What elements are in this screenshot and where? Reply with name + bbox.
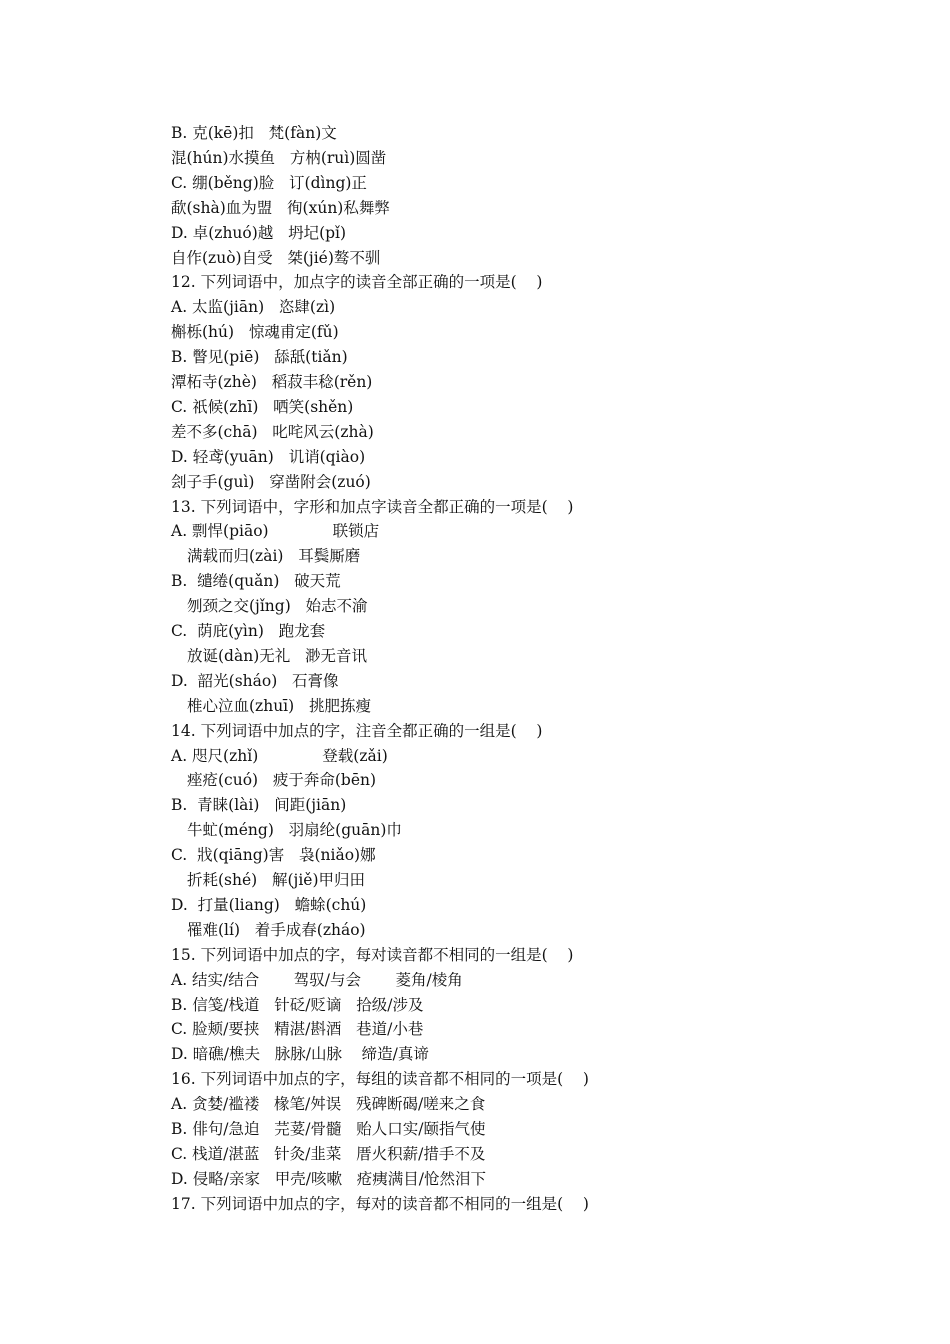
text-line: C. 绷(běng)脸 订(dìng)正 bbox=[171, 173, 367, 192]
text-line: D. 卓(zhuó)越 坍圮(pǐ) bbox=[171, 223, 347, 242]
text-line: 12. 下列词语中，加点字的读音全部正确的一项是( ) bbox=[171, 273, 543, 292]
text-line: A. 剽悍(piāo) 联锁店 bbox=[171, 522, 380, 541]
text-line: 歃(shà)血为盟 徇(xún)私舞弊 bbox=[171, 198, 390, 217]
text-line: D. 侵略/亲家 甲壳/咳嗽 疮痍满目/怆然泪下 bbox=[171, 1169, 486, 1188]
text-line: A. 太监(jiān) 恣肆(zì) bbox=[171, 298, 336, 317]
text-line: 椎心泣血(zhuī) 挑肥拣瘦 bbox=[187, 696, 371, 715]
text-line: 17. 下列词语中加点的字，每对的读音都不相同的一组是( ) bbox=[171, 1194, 589, 1213]
text-line: B. 信笺/栈道 针砭/贬谪 拾级/涉及 bbox=[171, 995, 424, 1014]
text-line: A. 结实/结合 驾驭/与会 菱角/棱角 bbox=[171, 970, 463, 989]
text-line: 刽子手(guì) 穿凿附会(zuó) bbox=[171, 472, 371, 491]
text-line: 槲栎(hú) 惊魂甫定(fǔ) bbox=[171, 323, 339, 342]
text-line: 牛虻(méng) 羽扇纶(guān)巾 bbox=[187, 821, 402, 840]
text-line: 痤疮(cuó) 疲于奔命(bēn) bbox=[187, 771, 377, 790]
text-line: 潭柘寺(zhè) 稻菽丰稔(rěn) bbox=[171, 373, 373, 391]
text-line: 罹难(lí) 着手成春(zháo) bbox=[187, 920, 366, 939]
text-line: D. 打量(liang) 蟾蜍(chú) bbox=[171, 895, 367, 914]
text-line: 差不多(chā) 叱咤风云(zhà) bbox=[171, 422, 374, 441]
text-line: B. 瞥见(piē) 舔舐(tiǎn) bbox=[171, 348, 348, 367]
text-line: 满载而归(zài) 耳鬓厮磨 bbox=[187, 547, 361, 566]
text-line: 14. 下列词语中加点的字，注音全都正确的一组是( ) bbox=[171, 721, 543, 740]
text-line: B. 俳句/急迫 芫荽/骨髓 贻人口实/颐指气使 bbox=[171, 1120, 486, 1138]
text-line: C. 脸颊/要挟 精湛/斟酒 巷道/小巷 bbox=[171, 1020, 424, 1039]
text-line: 自作(zuò)自受 桀(jié)骜不驯 bbox=[171, 248, 381, 267]
text-line: 折耗(shé) 解(jiě)甲归田 bbox=[187, 871, 366, 889]
text-line: D. 轻鸢(yuān) 讥诮(qiào) bbox=[171, 447, 366, 466]
text-line: 13. 下列词语中，字形和加点字读音全都正确的一项是( ) bbox=[171, 497, 574, 516]
text-line: C. 荫庇(yìn) 跑龙套 bbox=[171, 622, 326, 640]
text-line: C. 祇候(zhī) 哂笑(shěn) bbox=[171, 397, 354, 416]
text-line: C. 栈道/湛蓝 针灸/韭菜 厝火积薪/措手不及 bbox=[171, 1144, 486, 1163]
text-line: B. 缱绻(quǎn) 破天荒 bbox=[171, 572, 341, 591]
text-line: D. 暗礁/樵夫 脉脉/山脉 缔造/真谛 bbox=[171, 1045, 429, 1064]
text-line: C. 戕(qiāng)害 袅(niǎo)娜 bbox=[171, 846, 376, 865]
text-line: B. 克(kē)扣 梵(fàn)文 bbox=[171, 124, 337, 142]
text-line: D. 韶光(sháo) 石膏像 bbox=[171, 671, 339, 690]
text-line: B. 青睐(lài) 间距(jiān) bbox=[171, 796, 347, 815]
text-line: 15. 下列词语中加点的字，每对读音都不相同的一组是( ) bbox=[171, 945, 574, 964]
text-line: 放诞(dàn)无礼 渺无音讯 bbox=[187, 646, 368, 665]
text-line: 刎颈之交(jǐng) 始志不渝 bbox=[187, 597, 368, 616]
text-line: A. 咫尺(zhǐ) 登载(zǎi) bbox=[171, 746, 388, 765]
text-line: 混(hún)水摸鱼 方枘(ruì)圆凿 bbox=[171, 148, 387, 167]
text-line: A. 贪婪/褴褛 椽笔/舛误 残碑断碣/嗟来之食 bbox=[171, 1095, 486, 1114]
text-line: 16. 下列词语中加点的字，每组的读音都不相同的一项是( ) bbox=[171, 1070, 589, 1089]
